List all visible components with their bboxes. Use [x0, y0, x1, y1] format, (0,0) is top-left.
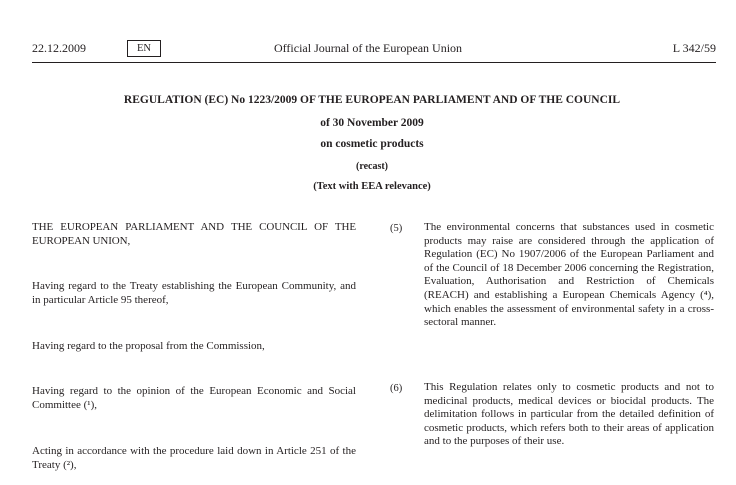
header-rule [32, 62, 716, 63]
journal-title: Official Journal of the European Union [273, 41, 463, 55]
recital-5-text: The environmental concerns that substances used in cosmetic products may raise are considered through the application of Regulation (EC) No 1907/2006 of the European Parliament and of the Council of 18 December 2006 concerning the Registration, Evaluation, Authorisation and Restriction of Chemicals (REACH) and establishing a European Chemicals Agency (⁴), which enables the assessment of environmental safety in a cross-sectoral manner. [424, 221, 714, 329]
recital-6-text: This Regulation relates only to cosmetic products and not to medicinal products, medical devices or biocidal products. The delimitation follows in particular from the detailed definition of cosmetic products, which refers both to their areas of application and to the purposes of their use. [424, 381, 714, 448]
recast-label: (recast) [355, 161, 389, 172]
regulation-title: REGULATION (EC) No 1223/2009 OF THE EUROPEAN PARLIAMENT AND OF THE COUNCIL [123, 94, 621, 106]
citation-proposal: Having regard to the proposal from the Commission, [32, 340, 265, 352]
citation-treaty: Having regard to the Treaty establishing the European Community, and in particular Article 95 thereof, [32, 280, 356, 306]
citation-procedure: Acting in accordance with the procedure laid down in Article 251 of the Treaty (²), [32, 445, 356, 471]
enacting-intro: THE EUROPEAN PARLIAMENT AND THE COUNCIL OF THE EUROPEAN UNION, [32, 221, 356, 247]
recital-5-number: (5) [390, 223, 403, 234]
header-date: 22.12.2009 [32, 41, 86, 55]
eea-relevance-label: (Text with EEA relevance) [313, 181, 431, 192]
regulation-date: of 30 November 2009 [320, 117, 424, 129]
language-badge: EN [127, 40, 161, 57]
page-reference: L 342/59 [672, 41, 716, 55]
recital-6-number: (6) [390, 383, 403, 394]
citation-opinion: Having regard to the opinion of the European Economic and Social Committee (¹), [32, 385, 356, 411]
regulation-subject: on cosmetic products [320, 138, 424, 150]
